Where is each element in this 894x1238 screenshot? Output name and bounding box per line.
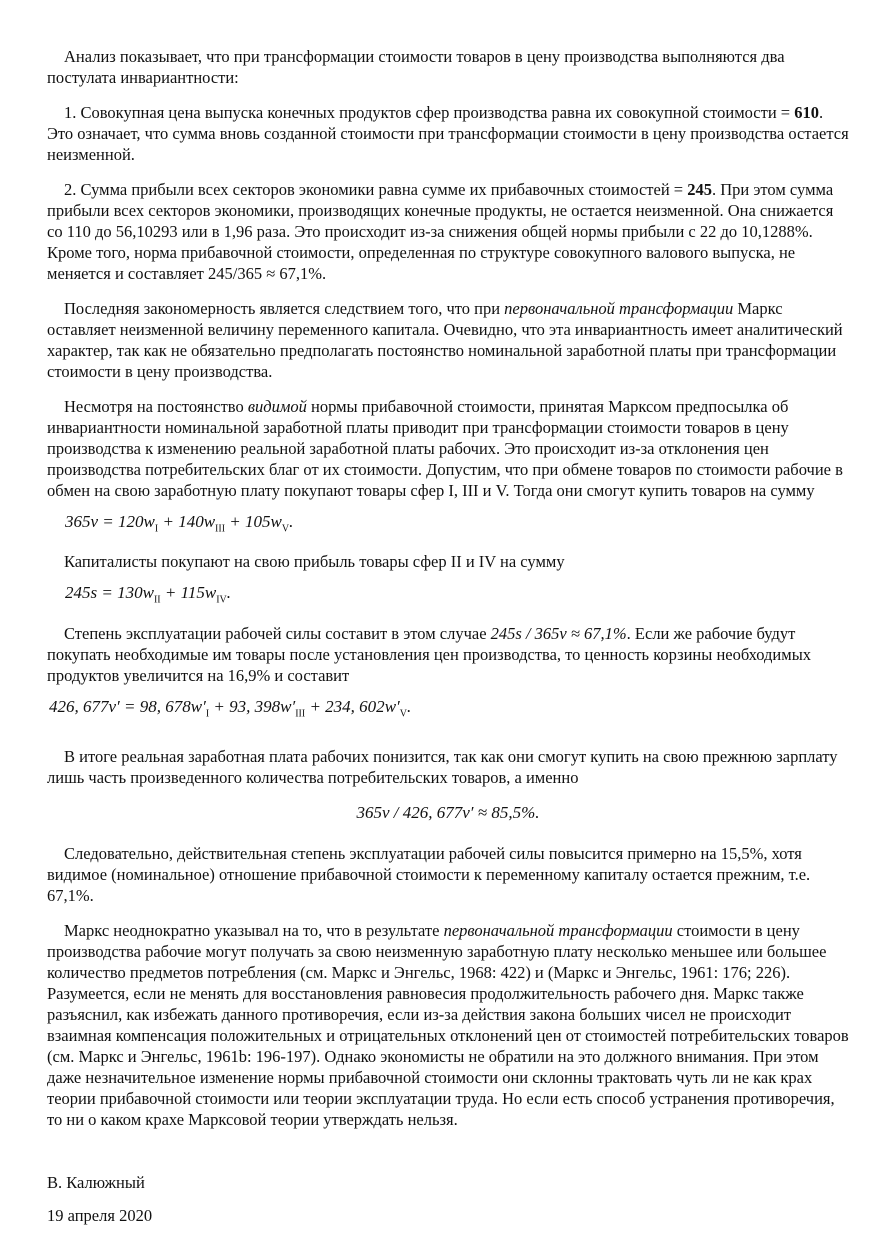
formula-workers-basket: $365v = 120w_I + 140w_{III} + 105w_V$. [65, 512, 294, 535]
author-name: В. Калюжный [47, 1173, 145, 1192]
paragraph-intro: Анализ показывает, что при трансформации стоимости товаров в цену производства выполняются два постулата инвариантности: [47, 47, 785, 87]
paragraph-regularity: Последняя закономерность является следствием того, что при первоначальной трансформации Маркс оставляет неизменной величину переменного капитала. Очевидно, что эта инвариантность имеет аналитический характер, так как не обязательно предполагать постоянство номинальной заработной платы при трансформации стоимости в цену производства. [47, 299, 843, 381]
value-245: 245 [687, 180, 712, 199]
paragraph-postulate-1: 1. Совокупная цена выпуска конечных продуктов сфер производства равна их совокупной стоимости = 610. Это означает, что сумма вновь созданной стоимости при трансформации стоимости в цену производства остается неизменной. [47, 103, 849, 164]
paragraph-real-wage: Несмотря на постоянство видимой нормы прибавочной стоимости, принятая Марксом предпосылка об инвариантности номинальной заработной платы приводит при трансформации стоимости товаров в цену производства к изменению реальной заработной платы рабочих. Это происходит из-за отклонения цен производства потребительских благ от их стоимости. Допустим, что при обмене товаров по стоимости рабочие в обмен на свою заработную плату покупают товары сфер I, III и V. Тогда они смогут купить товаров на сумму [47, 397, 843, 500]
paragraph-conclusion: Следовательно, действительная степень эксплуатации рабочей силы повысится примерно на 15,5%, хотя видимое (номинальное) отношение прибавочной стоимости к переменному капиталу остается прежним, т.е. 67,1%. [47, 844, 811, 906]
paragraph-marx: Маркс неоднократно указывал на то, что в результате первоначальной трансформации стоимости в цену производства рабочие могут получать за свою неизменную заработную плату несколько меньшее или большее количество предметов потребления (см. Маркс и Энгельс, 1968: 422) и (Маркс и Энгельс, 1961: 176; 226). Разумеется, если не менять для восстановления равновесия продолжительность рабочего дня. Маркс также разъяснил, как избежать данного противоречия, если из-за действия закона больших чисел не происходит взаимная компенсация положительных и отрицательных отклонений цен от стоимостей потребительских товаров (см. Маркс и Энгельс, 1961b: 196-197). Однако экономисты не обратили на это должного внимания. При этом даже незначительное изменение нормы прибавочной стоимости они склонны трактовать чуть ли не как крах теории прибавочной стоимости или теории эксплуатации труда. Но если есть способ устранения противоречия, то ни о каком крахе Марксовой теории утверждать нельзя. [47, 921, 849, 1130]
formula-new-basket: 426, 677v′ = 98, $678w'_I + 93$, $398w'_{III} + 234$, $602w'_V$. [49, 696, 412, 720]
paragraph-postulate-2: 2. Сумма прибыли всех секторов экономики равна сумме их прибавочных стоимостей = 245. При этом сумма прибыли всех секторов экономики, производящих конечные продукты, не остается неизменной. Она снижается со 110 до 56,10293 или в 1,96 раза. Это происходит из-за снижения общей нормы прибыли с 22 до 10,1288%. Кроме того, норма прибавочной стоимости, определенная по структуре совокупного валового выпуска, не меняется и составляет 245/365 ≈ 67,1%. [47, 180, 834, 283]
paragraph-real-wage-fall: В итоге реальная заработная плата рабочих понизится, так как они смогут купить на свою прежнюю зарплату лишь часть произведенного количества потребительских товаров, а именно [47, 747, 838, 788]
article-body [47, 46, 849, 1144]
paragraph-capitalists: Капиталисты покупают на свою прибыль товары сфер II и IV на сумму [64, 552, 565, 572]
formula-capitalists-basket: $245s = 130w_{II} + 115w_{IV}$. [65, 583, 231, 606]
formula-ratio: 365v / 426, 677v′ ≈ 85,5%. [356, 803, 540, 823]
inline-formula-rate: 245s / 365v ≈ 67,1% [490, 623, 627, 643]
value-610: 610 [794, 103, 819, 122]
paragraph-exploitation: Степень эксплуатации рабочей силы составит в этом случае 245s / 365v ≈ 67,1%. Если же рабочие будут покупать необходимые им товары после установления цен производства, то ценность корзины необходимых продуктов увеличится на 16,9% и составит [47, 623, 812, 685]
signature-block [47, 1172, 447, 1238]
signature-date: 19 апреля 2020 [47, 1206, 153, 1225]
